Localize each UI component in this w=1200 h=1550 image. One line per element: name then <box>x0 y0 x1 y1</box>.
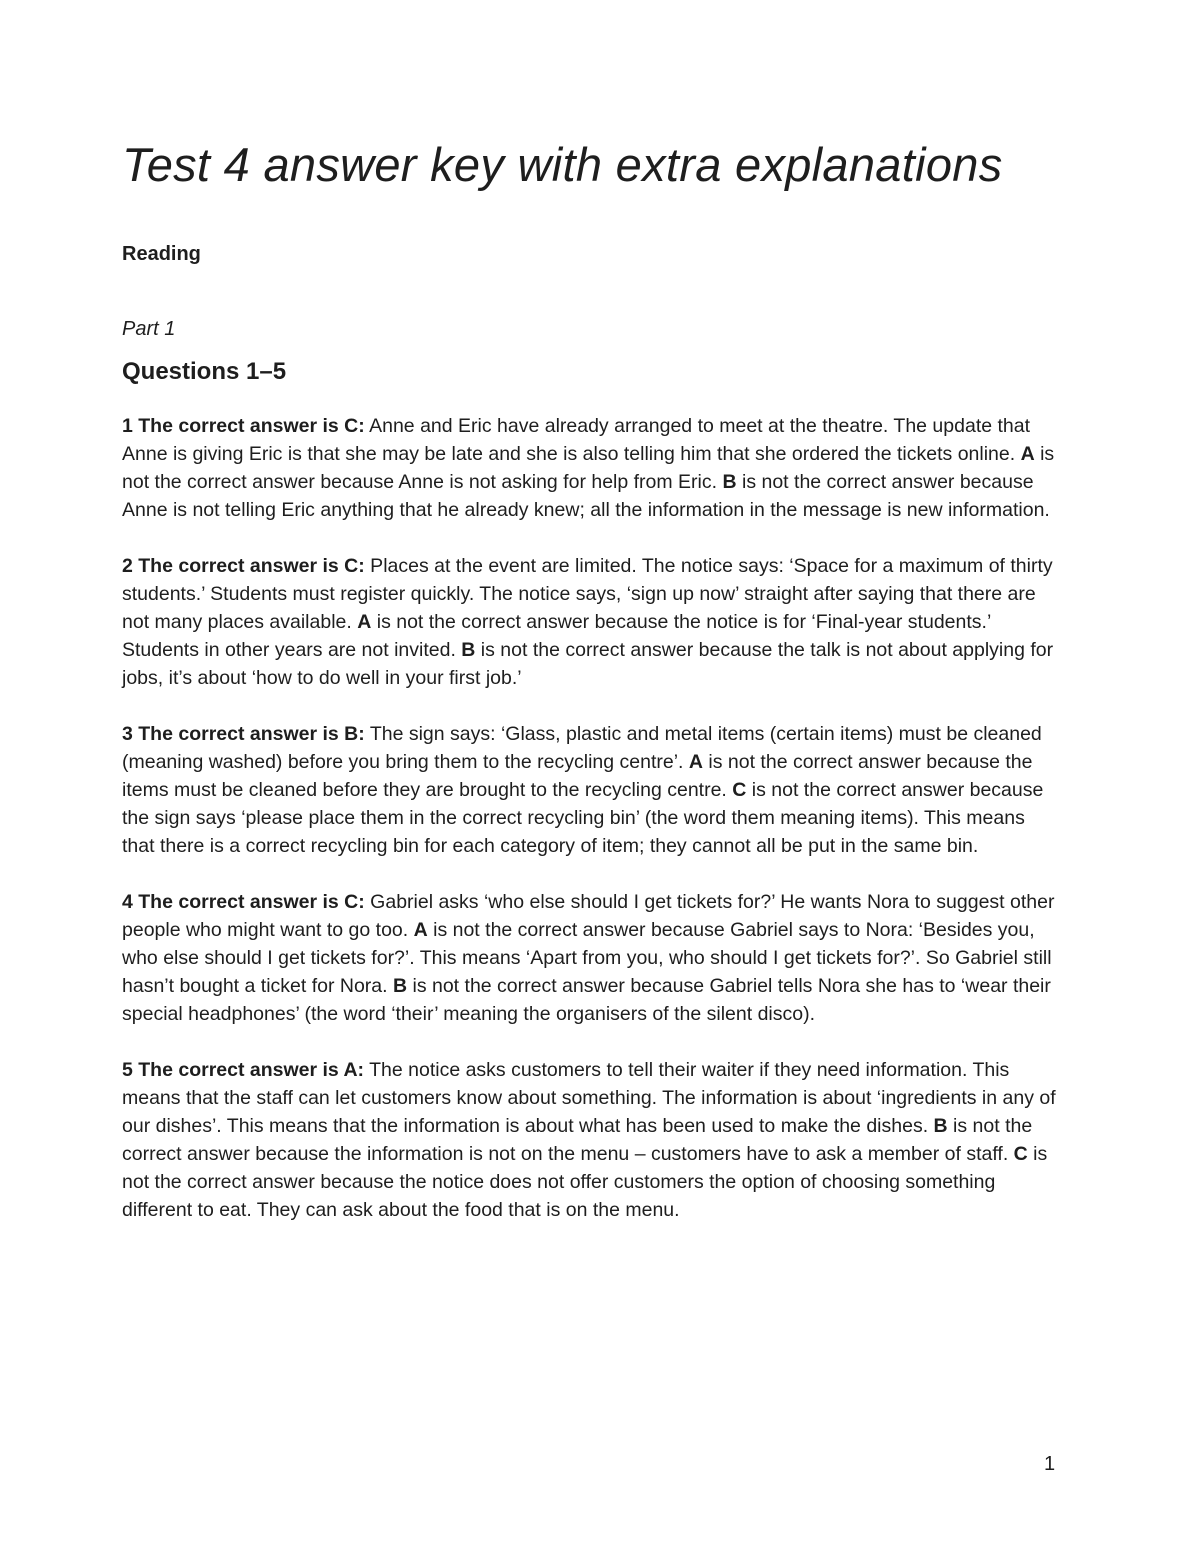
answer-text: is not the correct answer because the items must be cleaned before they are brought to the recycling centre. <box>122 751 1033 801</box>
answer-4 <box>122 888 1062 1028</box>
answer-1 <box>122 412 1062 524</box>
answer-5 <box>122 1056 1062 1224</box>
option-letter: B <box>933 1115 948 1137</box>
answer-list <box>122 412 1062 1252</box>
answer-text: Gabriel asks ‘who else should I get tickets for?’ He wants Nora to suggest other people who might want to go too. <box>122 891 1055 941</box>
part-label: Part 1 <box>122 318 176 340</box>
answer-lead: 4 The correct answer is C: <box>122 891 365 913</box>
answer-lead: 2 The correct answer is C: <box>122 555 365 577</box>
option-letter: A <box>1020 443 1035 465</box>
option-letter: C <box>1013 1143 1028 1165</box>
answer-text: is not the correct answer because the notice does not offer customers the option of choosing something different to eat. They can ask about the food that is on the menu. <box>122 1143 1048 1221</box>
answer-text: Anne and Eric have already arranged to meet at the theatre. The update that Anne is giving Eric is that she may be late and she is also telling him that she ordered the tickets online. <box>122 415 1031 465</box>
document-title: Test 4 answer key with extra explanations <box>122 138 1003 191</box>
answer-text: is not the correct answer because the notice is for ‘Final-year students.’ Students in other years are not invited. <box>122 611 991 661</box>
option-letter: B <box>722 471 737 493</box>
answer-text: is not the correct answer because Gabriel says to Nora: ‘Besides you, who else should I get tickets for?’. This means ‘Apart from you, who should I get tickets for?’. So Gabriel still hasn’t bought a ticket for Nora. <box>122 919 1052 997</box>
section-heading: Reading <box>122 243 201 265</box>
answer-lead: 3 The correct answer is B: <box>122 723 365 745</box>
answer-text: is not the correct answer because the information is not on the menu – customers have to ask a member of staff. <box>122 1115 1033 1165</box>
answer-text: The notice asks customers to tell their waiter if they need information. This means that the staff can let customers know about something. The information is about ‘ingredients in any of our dishes’. This means that the information is about what has been used to make the dishes. <box>122 1059 1056 1137</box>
answer-2 <box>122 552 1062 692</box>
answer-text: is not the correct answer because the sign says ‘please place them in the correct recycling bin’ (the word them meaning items). This means that there is a correct recycling bin for each category of item; they cannot all be put in the same bin. <box>122 779 1044 857</box>
answer-text: is not the correct answer because Anne is not telling Eric anything that he already knew; all the information in the message is new information. <box>122 471 1050 521</box>
option-letter: B <box>461 639 476 661</box>
answer-text: is not the correct answer because the talk is not about applying for jobs, it’s about ‘how to do well in your first job.’ <box>122 639 1054 689</box>
answer-3 <box>122 720 1062 860</box>
answer-text: is not the correct answer because Gabriel tells Nora she has to ‘wear their special headphones’ (the word ‘their’ meaning the organisers of the silent disco). <box>122 975 1051 1025</box>
answer-text: The sign says: ‘Glass, plastic and metal items (certain items) must be cleaned (meaning washed) before you bring them to the recycling centre’. <box>122 723 1042 773</box>
option-letter: B <box>392 975 408 997</box>
answer-lead: 1 The correct answer is C: <box>122 415 365 437</box>
option-letter: C <box>732 779 747 801</box>
page-number: 1 <box>1044 1453 1056 1475</box>
answer-lead: 5 The correct answer is A: <box>122 1059 365 1081</box>
option-letter: A <box>357 611 372 633</box>
option-letter: A <box>413 919 428 941</box>
answer-text: Places at the event are limited. The notice says: ‘Space for a maximum of thirty students.’ Students must register quickly. The notice says, ‘sign up now’ straight after saying that there are not many places available. <box>122 555 1053 633</box>
questions-heading: Questions 1–5 <box>122 358 287 385</box>
option-letter: A <box>688 751 703 773</box>
answer-text: is not the correct answer because Anne is not asking for help from Eric. <box>122 443 1055 493</box>
